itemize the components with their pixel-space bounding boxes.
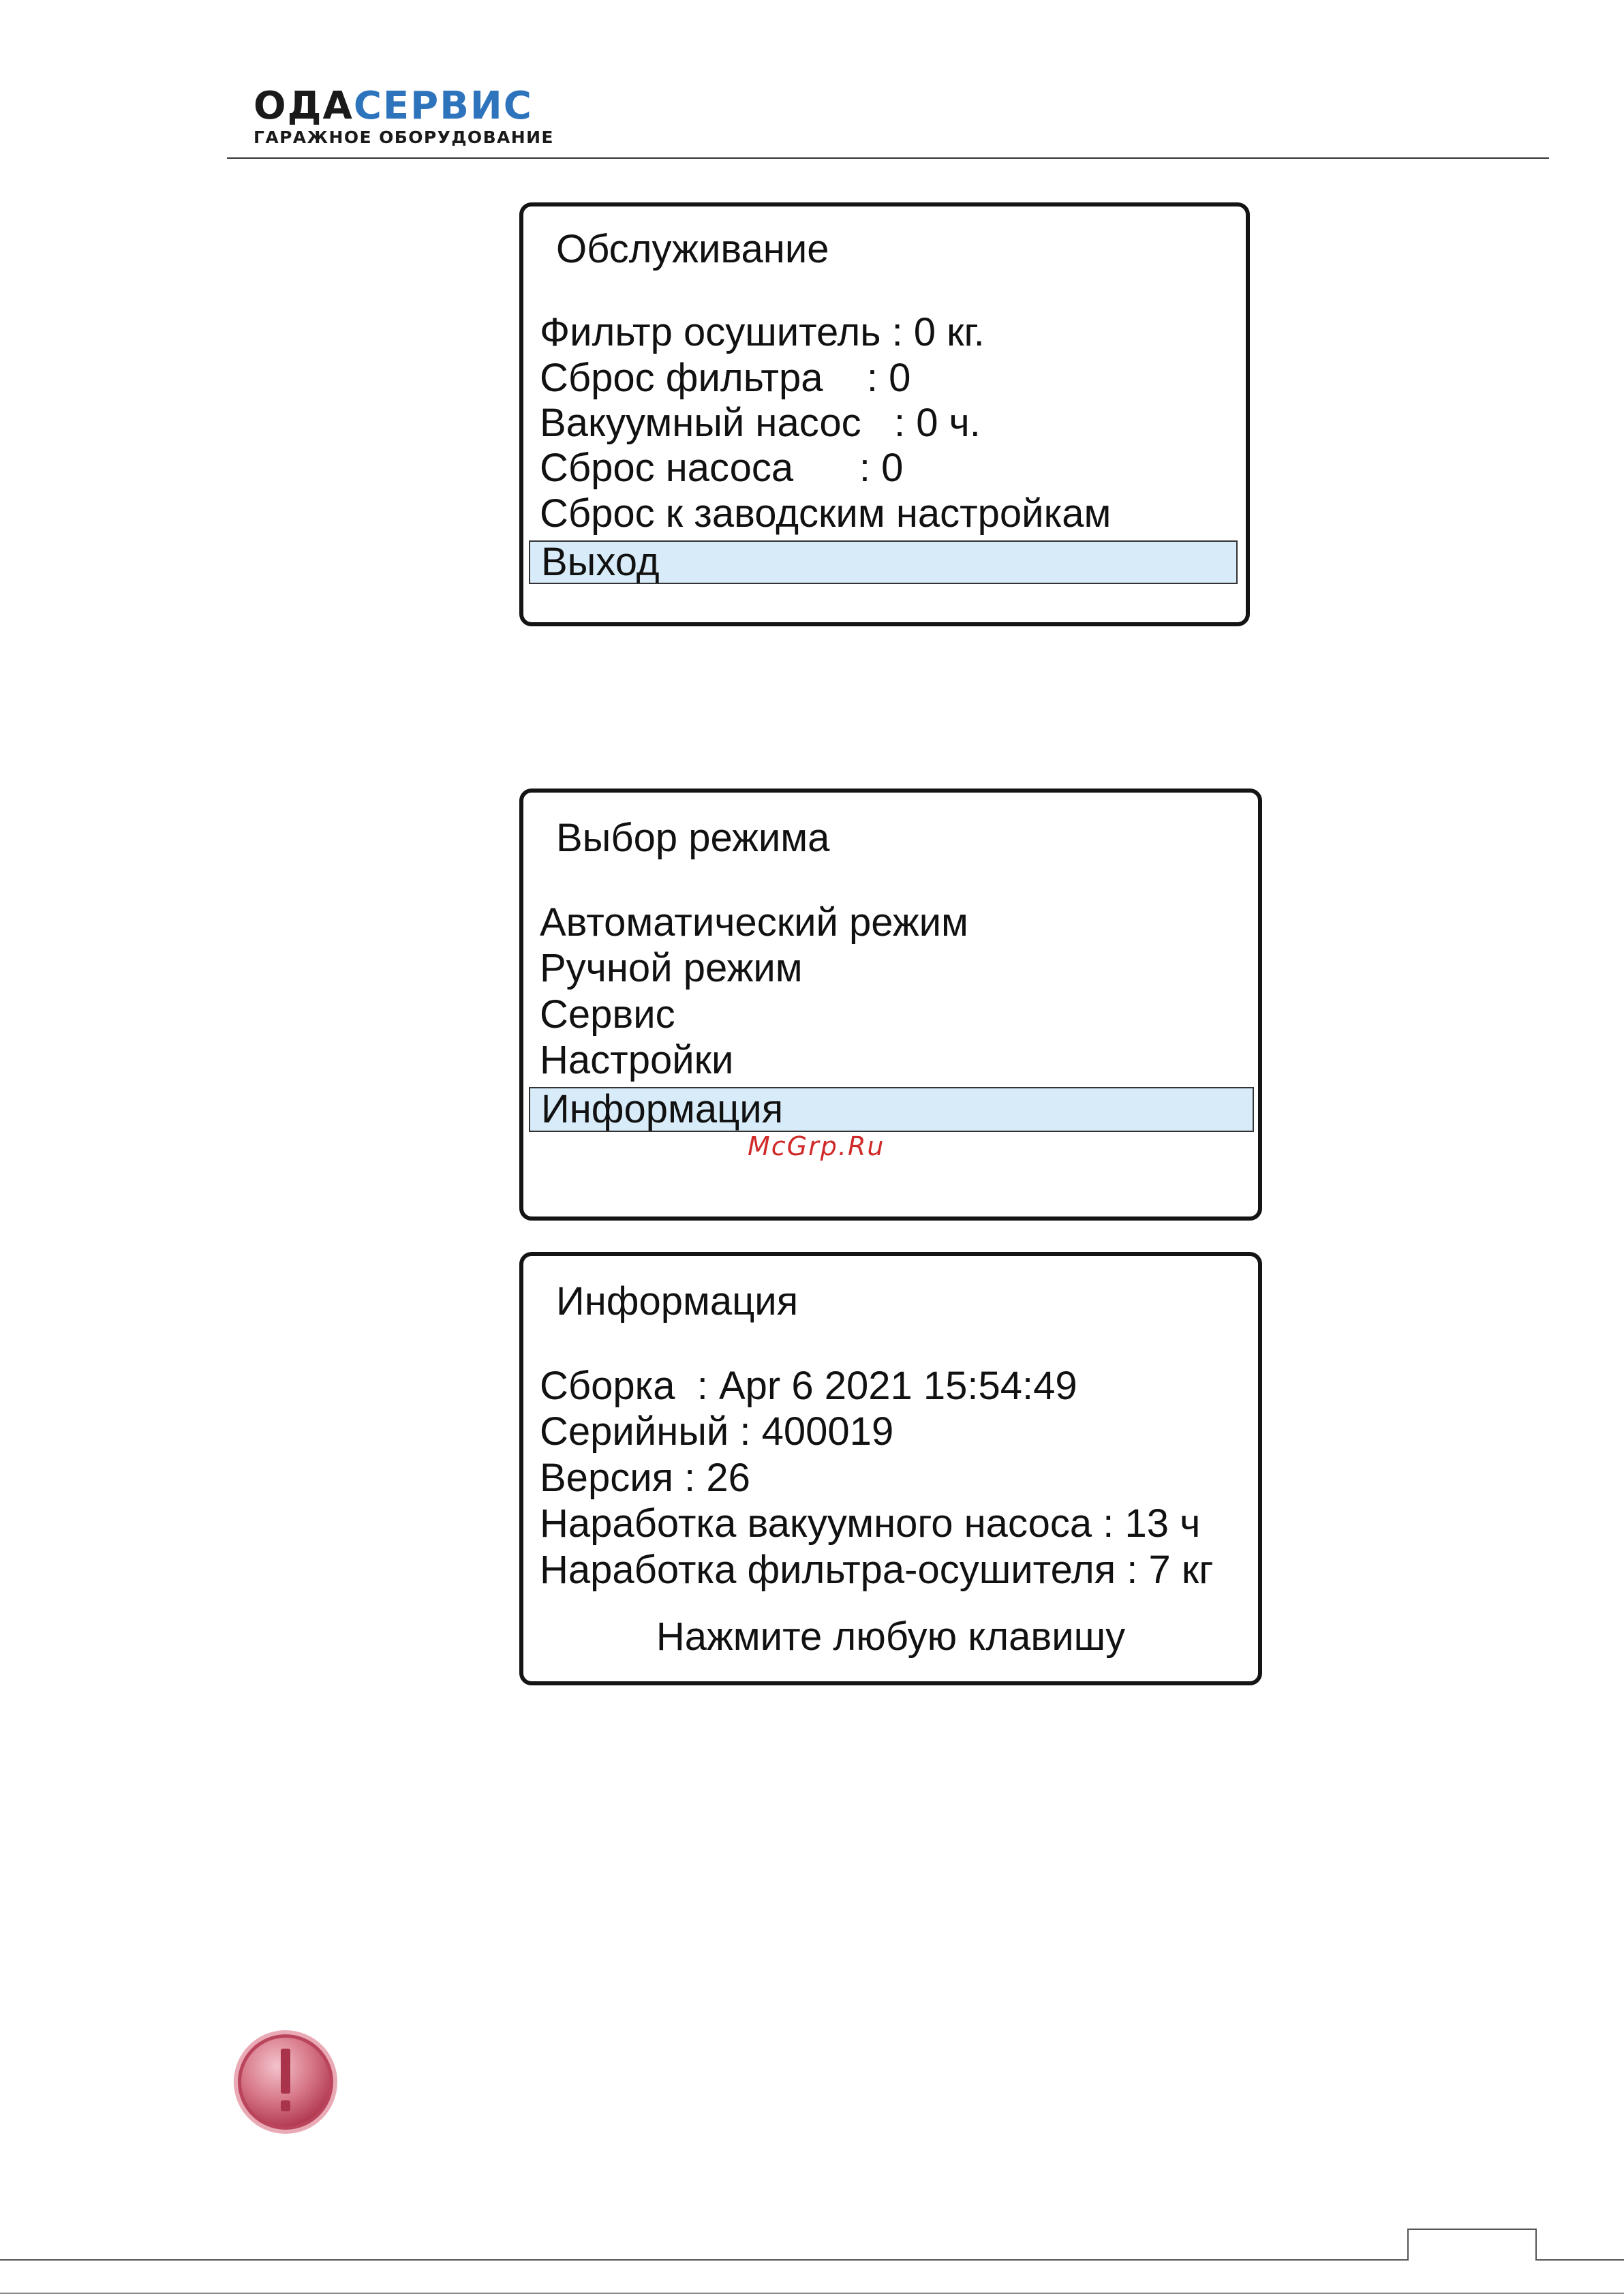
menu-item-manual-mode[interactable]: Ручной режим — [540, 946, 803, 990]
menu-item-pump-reset[interactable]: Сброс насоса : 0 — [540, 446, 904, 490]
menu-item-filter-dryer[interactable]: Фильтр осушитель : 0 кг. — [540, 310, 985, 354]
footer-divider-lower — [0, 2293, 1624, 2294]
brand-logo — [254, 84, 574, 149]
exclamation-warning-icon — [232, 2028, 339, 2136]
menu-item-information-selected[interactable]: Информация — [529, 1087, 1254, 1132]
page-number-tab — [1407, 2229, 1537, 2261]
screen-title: Информация — [556, 1279, 799, 1323]
screen-title: Обслуживание — [556, 227, 829, 271]
menu-item-factory-reset[interactable]: Сброс к заводским настройкам — [540, 491, 1112, 536]
press-any-key-prompt: Нажмите любую клавишу — [656, 1614, 1126, 1659]
watermark-text: McGrp.Ru — [748, 1131, 885, 1161]
logo-wordmark-dark: ОДА — [254, 84, 354, 128]
info-row-build: Сборка : Apr 6 2021 15:54:49 — [540, 1364, 1077, 1408]
info-row-version: Версия : 26 — [540, 1456, 750, 1500]
lcd-screen-information — [519, 1252, 1262, 1685]
menu-item-filter-reset[interactable]: Сброс фильтра : 0 — [540, 356, 911, 400]
footer-divider — [0, 2259, 1624, 2261]
menu-item-vacuum-pump[interactable]: Вакуумный насос : 0 ч. — [540, 401, 981, 445]
header-divider — [227, 157, 1549, 159]
logo-subtitle: ГАРАЖНОЕ ОБОРУДОВАНИЕ — [254, 127, 554, 147]
menu-item-settings[interactable]: Настройки — [540, 1038, 734, 1082]
logo-wordmark-blue: СЕРВИС — [353, 84, 533, 128]
lcd-screen-mode-select — [519, 789, 1262, 1221]
menu-item-auto-mode[interactable]: Автоматический режим — [540, 900, 968, 945]
info-row-filter-usage: Наработка фильтра-осушителя : 7 кг — [540, 1548, 1214, 1592]
logo-wordmark — [254, 84, 574, 128]
lcd-screen-service — [519, 202, 1250, 626]
menu-item-service[interactable]: Сервис — [540, 992, 675, 1037]
menu-item-exit-selected[interactable]: Выход — [529, 540, 1238, 584]
info-row-pump-hours: Наработка вакуумного насоса : 13 ч — [540, 1501, 1201, 1546]
screen-title: Выбор режима — [556, 816, 830, 860]
info-row-serial: Серийный : 400019 — [540, 1409, 894, 1454]
